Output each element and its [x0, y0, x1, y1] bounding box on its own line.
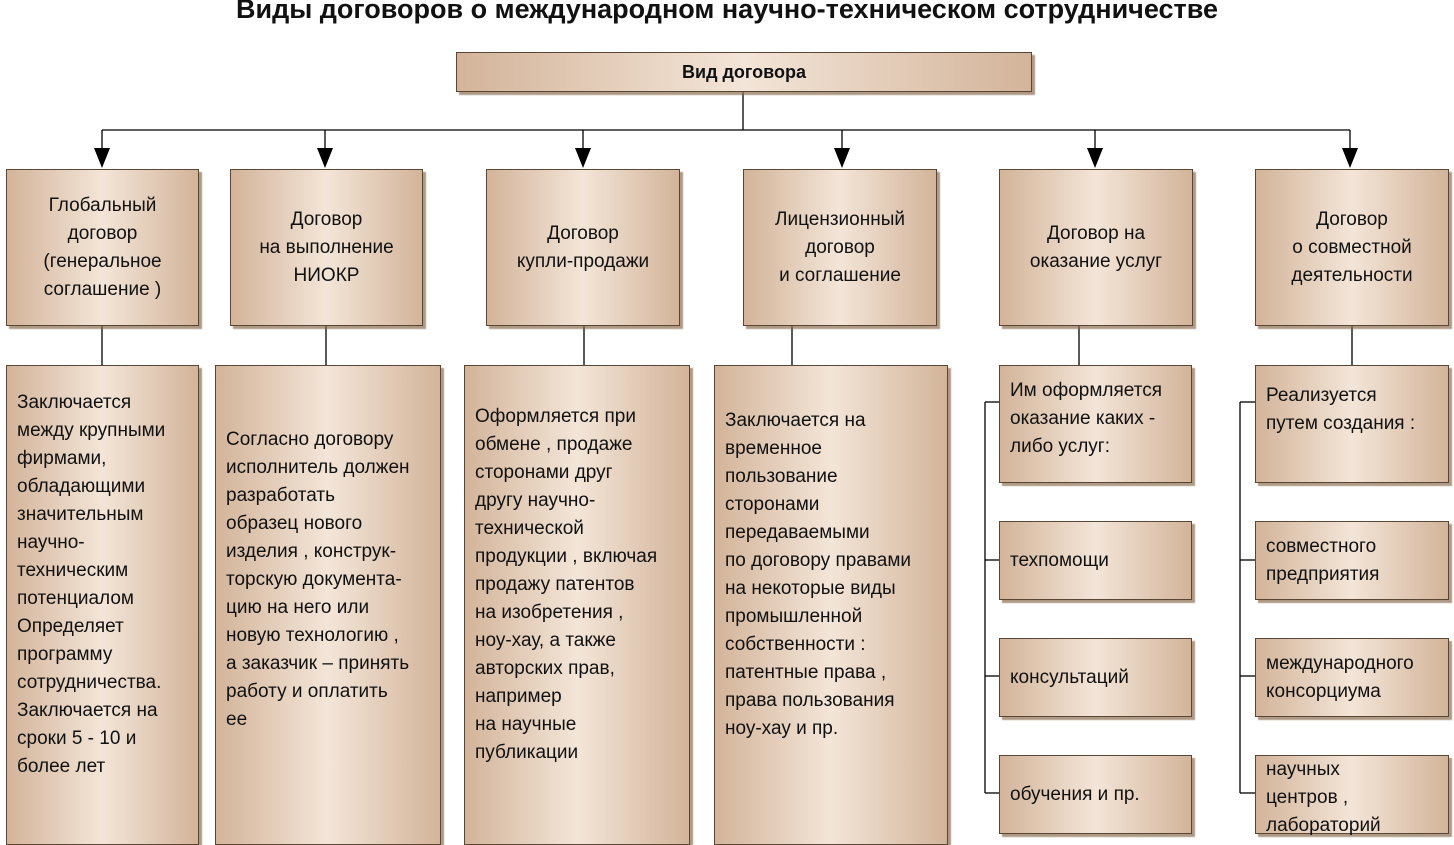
services-head-line: Им оформляется: [1010, 380, 1162, 401]
desc-line: ноу-хау, а также: [475, 630, 616, 651]
type-line: Лицензионный: [775, 208, 905, 230]
desc-line: научно-: [17, 532, 85, 553]
type-line: купли-продажи: [516, 250, 650, 272]
services-head-line: оказание каких -: [1010, 408, 1156, 429]
type-sale-contract: [486, 169, 680, 326]
service-item-training: [999, 755, 1192, 834]
desc-line: фирмами,: [17, 448, 107, 469]
desc-line: авторских прав,: [475, 658, 615, 679]
desc-line: исполнитель должен: [226, 457, 410, 478]
desc-line: а заказчик – принять: [226, 653, 410, 674]
desc-line: сторонами друг: [475, 462, 613, 483]
desc-rnd-contract: [215, 365, 441, 845]
desc-line: на некоторые виды: [725, 578, 896, 599]
desc-line: ноу-хау и пр.: [725, 718, 839, 739]
type-line: деятельности: [1291, 264, 1413, 286]
desc-line: более лет: [17, 756, 106, 777]
type-line: Договор: [547, 222, 619, 244]
root-node-label: Вид договора: [682, 62, 806, 82]
service-item-label: консультаций: [1010, 666, 1129, 688]
desc-line: работу и оплатить: [226, 681, 388, 702]
type-line: договор: [805, 236, 875, 258]
desc-line: продажу патентов: [475, 574, 635, 595]
desc-line: изделия , конструк-: [226, 541, 397, 562]
joint-item-line: центров ,: [1266, 787, 1349, 808]
desc-line: Заключается на: [725, 410, 866, 431]
type-line: на выполнение: [259, 236, 394, 258]
desc-global-agreement: [6, 365, 199, 845]
joint-head: [1255, 365, 1449, 483]
joint-item-line: предприятия: [1266, 563, 1380, 585]
desc-line: продукции , включая: [475, 546, 658, 567]
type-line: Глобальный: [48, 194, 157, 216]
joint-item-consortium: [1255, 638, 1449, 717]
desc-line: обмене , продаже: [475, 434, 633, 455]
desc-line: значительным: [17, 504, 144, 525]
desc-line: на изобретения ,: [475, 602, 624, 623]
service-item-tech-assistance: [999, 521, 1192, 600]
joint-item-line: консорциума: [1266, 680, 1381, 702]
type-line: о совместной: [1292, 236, 1412, 258]
services-head-line: либо услуг:: [1010, 436, 1111, 457]
type-line: НИОКР: [293, 264, 360, 286]
desc-line: передаваемыми: [725, 522, 870, 543]
service-item-label: техпомощи: [1010, 549, 1109, 571]
joint-item-line: научных: [1266, 759, 1340, 780]
type-license-contract: [743, 169, 937, 326]
joint-head-line: путем создания :: [1266, 413, 1416, 434]
type-line: Договор: [290, 208, 363, 230]
desc-line: например: [475, 686, 562, 707]
desc-line: собственности :: [725, 634, 866, 655]
desc-line: сотрудничества.: [17, 672, 162, 693]
type-line: и соглашение: [779, 264, 901, 286]
desc-line: Заключается: [17, 392, 132, 413]
desc-line: ее: [226, 709, 248, 730]
desc-line: цию на него или: [226, 597, 370, 618]
desc-line: Определяет: [17, 616, 124, 637]
type-services-contract: [999, 169, 1193, 326]
desc-line: сторонами: [725, 494, 820, 515]
service-item-label: обучения и пр.: [1010, 783, 1140, 805]
desc-line: обладающими: [17, 476, 146, 497]
desc-line: Заключается на: [17, 700, 158, 721]
desc-line: торскую документа-: [226, 569, 402, 590]
desc-sale-contract: [464, 365, 690, 845]
desc-line: программу: [17, 644, 113, 665]
type-joint-activity-contract: [1255, 169, 1449, 326]
joint-item-joint-venture: [1255, 521, 1449, 600]
type-line: Договор на: [1046, 222, 1146, 244]
desc-line: Оформляется при: [475, 406, 636, 427]
desc-line: новую технологию ,: [226, 625, 399, 646]
desc-line: пользование: [725, 466, 838, 487]
desc-line: по договору правами: [725, 550, 911, 571]
joint-item-line: международного: [1266, 652, 1414, 674]
desc-line: временное: [725, 438, 822, 459]
joint-item-research-centers: [1255, 755, 1449, 834]
desc-license-contract: [714, 365, 948, 845]
root-node-contract-type: [456, 52, 1032, 92]
type-rnd-contract: [230, 169, 423, 326]
desc-line: промышленной: [725, 606, 863, 627]
joint-head-line: Реализуется: [1266, 385, 1377, 406]
joint-item-line: лабораторий: [1266, 815, 1381, 836]
desc-line: права пользования: [725, 690, 895, 711]
type-line: Договор: [1316, 208, 1388, 230]
desc-line: техническим: [17, 560, 129, 581]
type-line: (генеральное: [43, 250, 162, 272]
desc-line: другу научно-: [475, 490, 596, 511]
desc-line: на научные: [475, 714, 577, 735]
type-line: оказание услуг: [1029, 250, 1163, 272]
type-line: договор: [67, 222, 138, 244]
desc-line: патентные права ,: [725, 662, 887, 683]
service-item-consulting: [999, 638, 1192, 717]
desc-line: публикации: [475, 742, 579, 763]
desc-line: образец нового: [226, 513, 363, 534]
desc-line: между крупными: [17, 420, 166, 441]
joint-item-line: совместного: [1266, 535, 1377, 557]
desc-line: потенциалом: [17, 588, 134, 609]
desc-line: сроки 5 - 10 и: [17, 728, 137, 749]
type-global-agreement: [6, 169, 199, 326]
diagram-title: Виды договоров о международном научно-техническом сотрудничестве: [235, 0, 1219, 24]
desc-line: технической: [475, 518, 584, 539]
desc-line: Согласно договору: [226, 429, 394, 450]
desc-line: разработать: [226, 485, 336, 506]
services-head: [999, 365, 1192, 483]
type-line: соглашение ): [43, 278, 162, 300]
